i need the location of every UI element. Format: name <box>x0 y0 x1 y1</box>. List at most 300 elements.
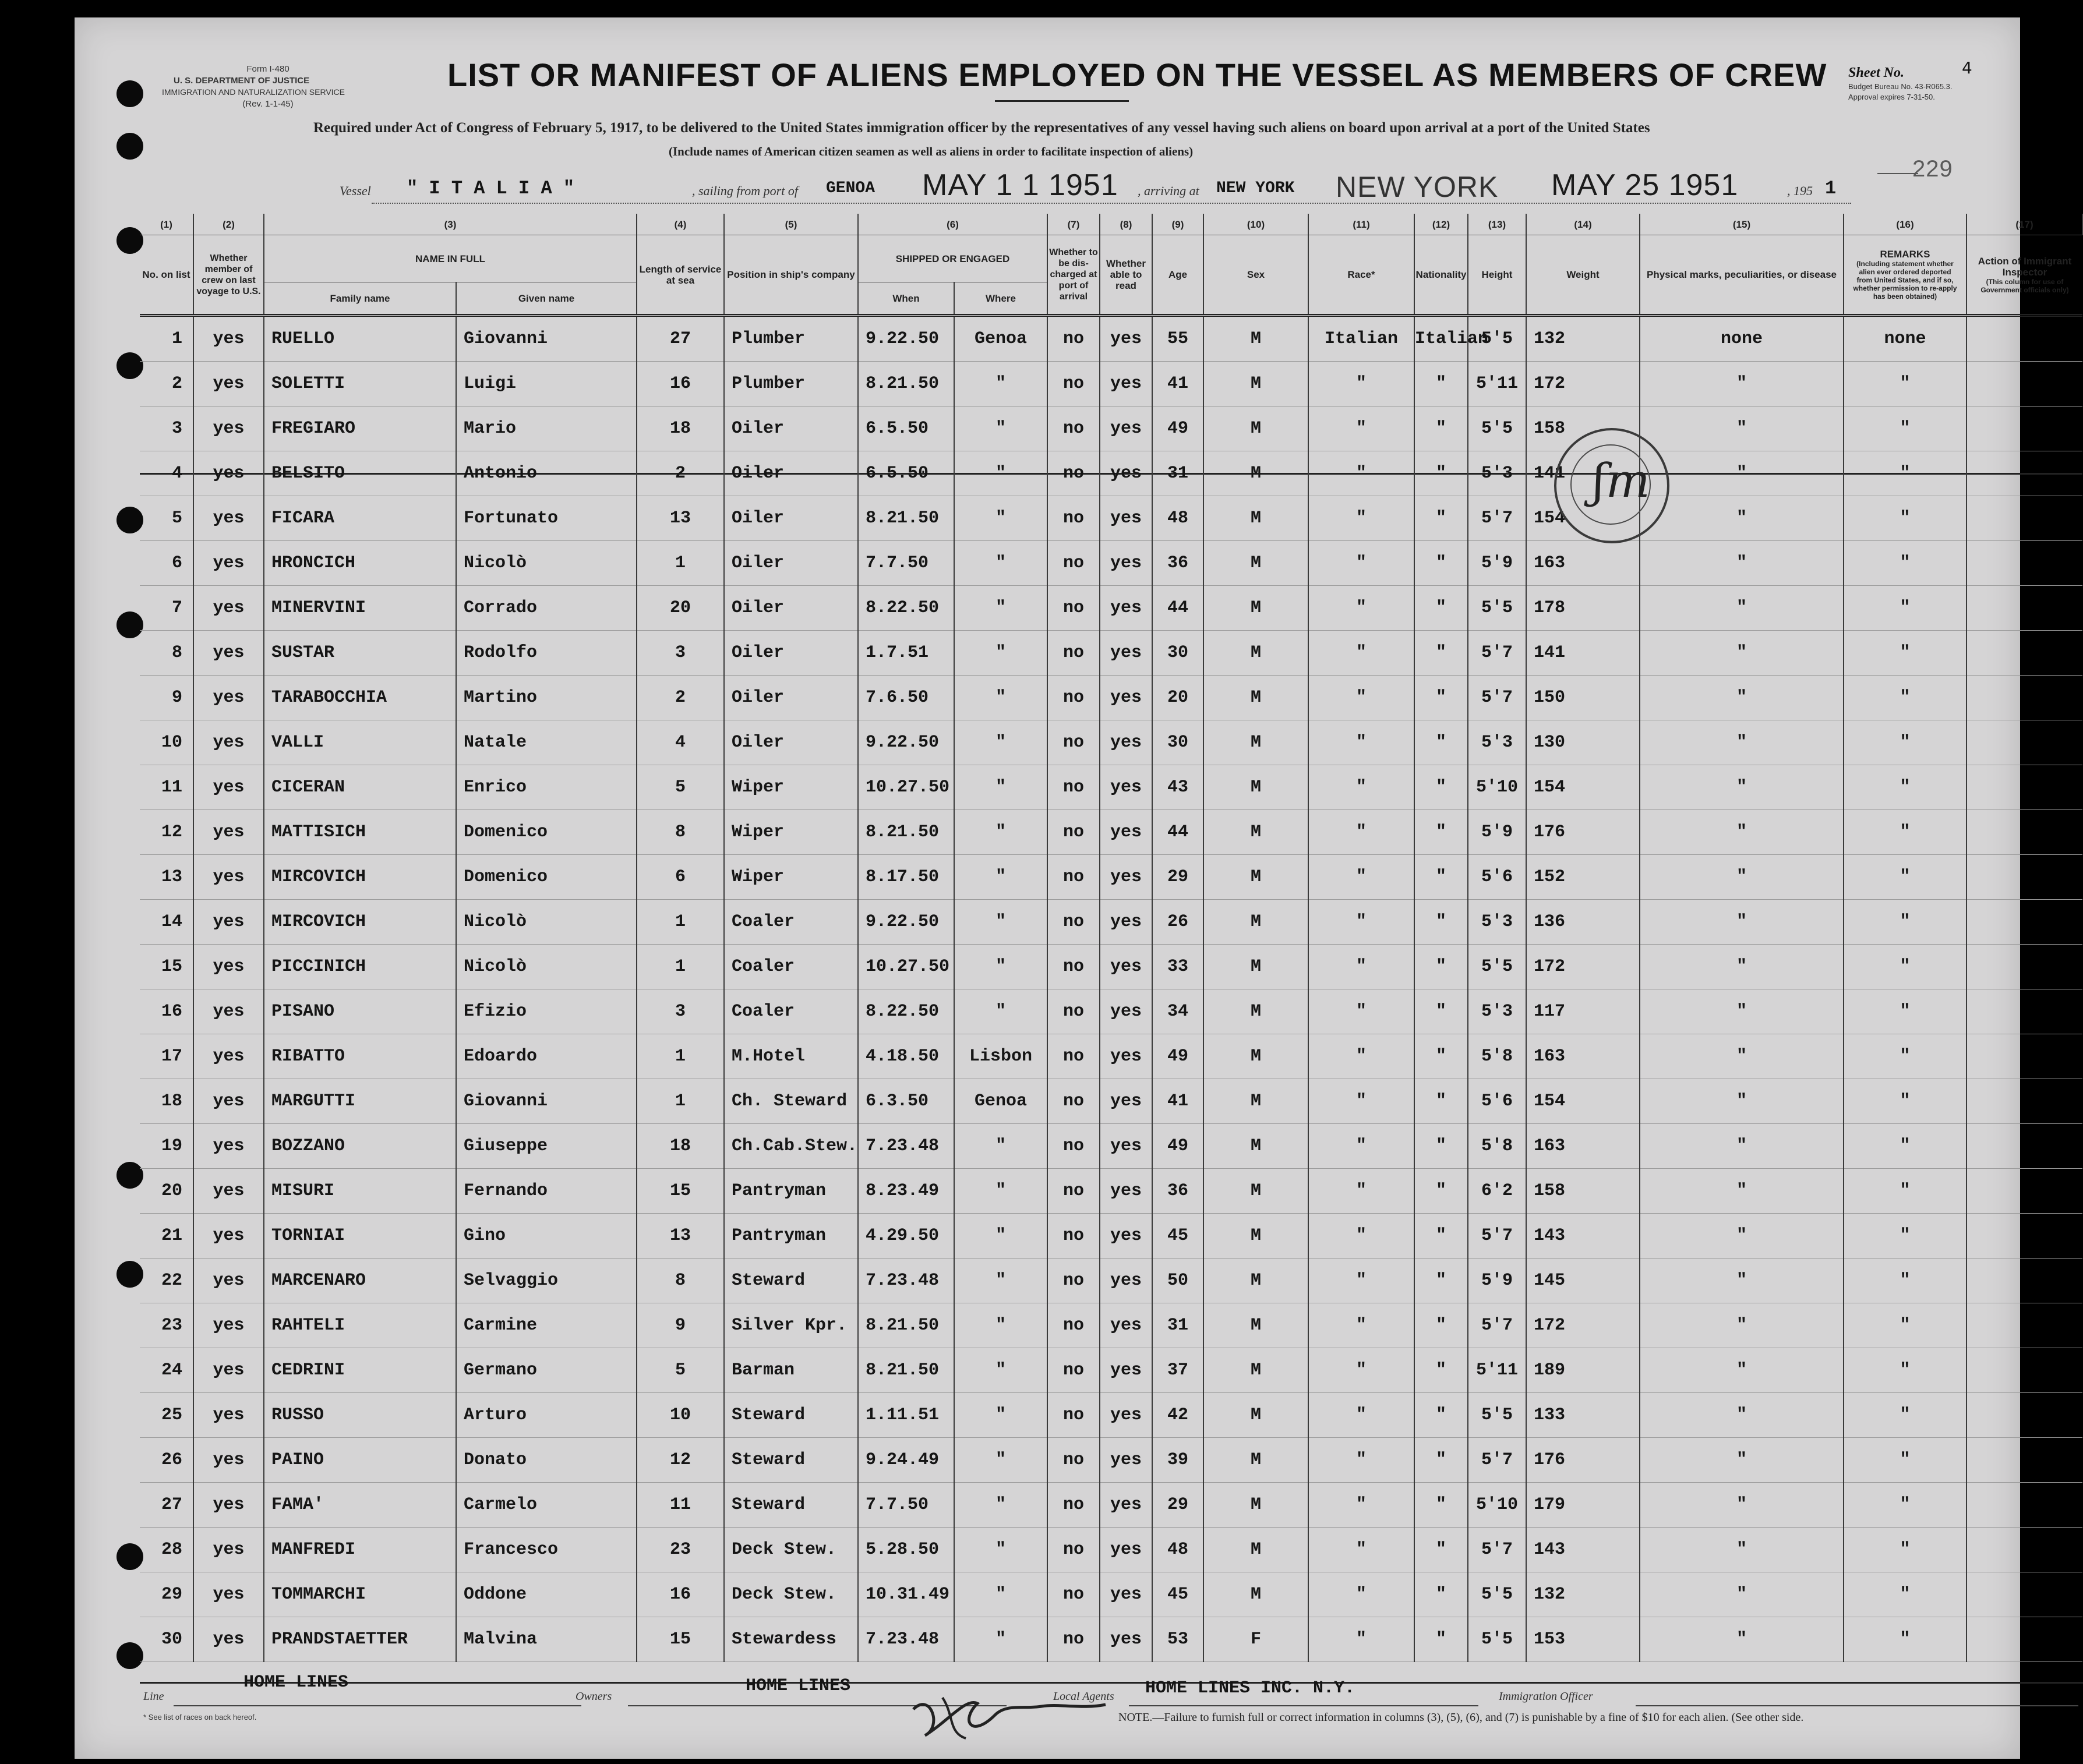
cell-no: 26 <box>140 1438 193 1483</box>
punch-hole <box>116 133 143 160</box>
cell-member: yes <box>193 1572 264 1617</box>
cell-age: 36 <box>1152 1169 1203 1214</box>
cell-physical: " <box>1640 900 1844 945</box>
cell-family: RUSSO <box>264 1393 456 1438</box>
cell-height: 5'3 <box>1468 451 1526 496</box>
cell-weight: 132 <box>1526 1572 1640 1617</box>
cell-read: yes <box>1100 945 1152 989</box>
cell-physical: " <box>1640 451 1844 496</box>
subtitle: Required under Act of Congress of February 5, 1917, to be delivered to the United States immigration officer by the representatives of any vessel having such aliens on board upon arrival at a port of the United States <box>313 120 1650 136</box>
cell-position: Oiler <box>724 720 858 765</box>
budget-bureau: Budget Bureau No. 43-R065.3. <box>1848 82 1953 91</box>
cell-remarks: " <box>1844 496 1967 541</box>
cell-no: 23 <box>140 1303 193 1348</box>
cell-no: 22 <box>140 1259 193 1303</box>
cell-physical: " <box>1640 586 1844 631</box>
cell-sex: M <box>1203 855 1308 900</box>
cell-discharged: no <box>1047 1079 1100 1124</box>
vessel-name: " I T A L I A " <box>407 178 575 199</box>
agent-signature <box>908 1686 1129 1741</box>
cell-age: 43 <box>1152 765 1203 810</box>
cell-weight: 154 <box>1526 496 1640 541</box>
cell-weight: 163 <box>1526 1124 1640 1169</box>
cell-position: Coaler <box>724 945 858 989</box>
cell-discharged: no <box>1047 1483 1100 1528</box>
cell-read: yes <box>1100 900 1152 945</box>
cell-discharged: no <box>1047 855 1100 900</box>
header-position-text: Position in ship's company <box>727 269 855 280</box>
title-rule <box>995 100 1129 102</box>
footer-owners-value: HOME LINES <box>746 1676 851 1696</box>
footer-agents-value: HOME LINES INC. N.Y. <box>1145 1678 1355 1698</box>
cell-when: 8.21.50 <box>858 810 954 855</box>
cell-race: " <box>1308 989 1414 1034</box>
cell-given: Enrico <box>456 765 637 810</box>
cell-remarks: " <box>1844 1528 1967 1572</box>
cell-age: 49 <box>1152 1034 1203 1079</box>
cell-when: 7.23.48 <box>858 1124 954 1169</box>
cell-family: MARGUTTI <box>264 1079 456 1124</box>
cell-no: 15 <box>140 945 193 989</box>
cell-where: " <box>954 496 1047 541</box>
cell-remarks: " <box>1844 541 1967 586</box>
cell-age: 49 <box>1152 406 1203 451</box>
cell-position: Wiper <box>724 810 858 855</box>
cell-height: 5'3 <box>1468 900 1526 945</box>
cell-position: Oiler <box>724 631 858 676</box>
cell-remarks: " <box>1844 1348 1967 1393</box>
cell-service: 9 <box>637 1303 724 1348</box>
cell-sex: M <box>1203 1124 1308 1169</box>
cell-age: 20 <box>1152 676 1203 720</box>
cell-where: " <box>954 1617 1047 1662</box>
cell-sex: M <box>1203 989 1308 1034</box>
cell-member: yes <box>193 900 264 945</box>
cell-race: " <box>1308 1528 1414 1572</box>
cell-when: 9.22.50 <box>858 900 954 945</box>
cell-nationality: " <box>1414 1348 1468 1393</box>
cell-action <box>1967 989 2082 1034</box>
cell-discharged: no <box>1047 1393 1100 1438</box>
cell-given: Rodolfo <box>456 631 637 676</box>
cell-position: Oiler <box>724 406 858 451</box>
cell-race: " <box>1308 631 1414 676</box>
punch-hole <box>116 80 143 107</box>
cell-discharged: no <box>1047 496 1100 541</box>
cell-age: 31 <box>1152 451 1203 496</box>
cell-position: Oiler <box>724 586 858 631</box>
cell-family: PISANO <box>264 989 456 1034</box>
cell-position: Oiler <box>724 496 858 541</box>
cell-discharged: no <box>1047 765 1100 810</box>
cell-nationality: " <box>1414 676 1468 720</box>
cell-height: 5'7 <box>1468 631 1526 676</box>
cell-race: " <box>1308 765 1414 810</box>
col-number: (10) <box>1203 214 1308 235</box>
cell-nationality: " <box>1414 989 1468 1034</box>
cell-race: " <box>1308 406 1414 451</box>
cell-physical: " <box>1640 1572 1844 1617</box>
cell-member: yes <box>193 1528 264 1572</box>
footer-rule <box>140 1682 2083 1684</box>
cell-position: Coaler <box>724 900 858 945</box>
column-number-row <box>140 214 2082 235</box>
approval-expires: Approval expires 7-31-50. <box>1848 93 1935 101</box>
cell-height: 5'7 <box>1468 1528 1526 1572</box>
col-number: (8) <box>1100 214 1152 235</box>
table-row <box>140 631 2082 676</box>
cell-member: yes <box>193 855 264 900</box>
table-row <box>140 1348 2082 1393</box>
cell-physical: " <box>1640 1303 1844 1348</box>
cell-where: " <box>954 1124 1047 1169</box>
cell-read: yes <box>1100 765 1152 810</box>
cell-when: 7.23.48 <box>858 1617 954 1662</box>
cell-sex: M <box>1203 900 1308 945</box>
cell-read: yes <box>1100 1483 1152 1528</box>
cell-height: 5'7 <box>1468 676 1526 720</box>
cell-where: " <box>954 1438 1047 1483</box>
cell-race: " <box>1308 676 1414 720</box>
cell-member: yes <box>193 989 264 1034</box>
cell-where: " <box>954 720 1047 765</box>
cell-position: Steward <box>724 1438 858 1483</box>
cell-service: 15 <box>637 1169 724 1214</box>
cell-no: 6 <box>140 541 193 586</box>
cell-no: 17 <box>140 1034 193 1079</box>
cell-height: 6'2 <box>1468 1169 1526 1214</box>
cell-given: Martino <box>456 676 637 720</box>
cell-member: yes <box>193 451 264 496</box>
cell-member: yes <box>193 496 264 541</box>
cell-no: 20 <box>140 1169 193 1214</box>
cell-remarks: " <box>1844 1393 1967 1438</box>
cell-age: 31 <box>1152 1303 1203 1348</box>
cell-service: 20 <box>637 586 724 631</box>
cell-action <box>1967 1483 2082 1528</box>
cell-service: 10 <box>637 1393 724 1438</box>
cell-remarks: " <box>1844 1214 1967 1259</box>
cell-when: 6.5.50 <box>858 406 954 451</box>
cell-member: yes <box>193 586 264 631</box>
header-sex: Sex <box>1203 235 1308 316</box>
cell-nationality: " <box>1414 1259 1468 1303</box>
footer-officer-label: Immigration Officer <box>1499 1690 1593 1703</box>
cell-physical: " <box>1640 989 1844 1034</box>
cell-member: yes <box>193 1303 264 1348</box>
cell-remarks: " <box>1844 945 1967 989</box>
cell-service: 15 <box>637 1617 724 1662</box>
cell-weight: 163 <box>1526 541 1640 586</box>
cell-height: 5'9 <box>1468 810 1526 855</box>
table-row <box>140 1214 2082 1259</box>
cell-member: yes <box>193 1214 264 1259</box>
cell-age: 41 <box>1152 1079 1203 1124</box>
cell-when: 8.22.50 <box>858 586 954 631</box>
cell-given: Domenico <box>456 810 637 855</box>
rev-date: (Rev. 1-1-45) <box>242 99 294 109</box>
cell-when: 10.27.50 <box>858 945 954 989</box>
cell-race: " <box>1308 855 1414 900</box>
cell-service: 4 <box>637 720 724 765</box>
cell-race: " <box>1308 810 1414 855</box>
cell-family: MISURI <box>264 1169 456 1214</box>
footer-line-label: Line <box>143 1690 164 1703</box>
header-action <box>1967 235 2082 316</box>
sailing-label: , sailing from port of <box>692 183 798 198</box>
header-weight: Weight <box>1526 235 1640 316</box>
cell-age: 39 <box>1152 1438 1203 1483</box>
cell-remarks: " <box>1844 631 1967 676</box>
cell-remarks: " <box>1844 451 1967 496</box>
cell-age: 49 <box>1152 1124 1203 1169</box>
cell-where: " <box>954 1169 1047 1214</box>
cell-discharged: no <box>1047 1034 1100 1079</box>
cell-member: yes <box>193 1124 264 1169</box>
table-row <box>140 1169 2082 1214</box>
cell-service: 18 <box>637 406 724 451</box>
cell-remarks: " <box>1844 1438 1967 1483</box>
cell-age: 44 <box>1152 586 1203 631</box>
cell-sex: M <box>1203 1528 1308 1572</box>
cell-physical: " <box>1640 945 1844 989</box>
header-shipped: SHIPPED OR ENGAGED <box>858 235 1047 282</box>
cell-nationality: " <box>1414 541 1468 586</box>
cell-weight: 143 <box>1526 1214 1640 1259</box>
cell-position: Stewardess <box>724 1617 858 1662</box>
cell-weight: 176 <box>1526 810 1640 855</box>
cell-read: yes <box>1100 1348 1152 1393</box>
cell-remarks: " <box>1844 362 1967 406</box>
cell-service: 18 <box>637 1124 724 1169</box>
cell-family: RUELLO <box>264 316 456 362</box>
cell-member: yes <box>193 1169 264 1214</box>
cell-member: yes <box>193 406 264 451</box>
cell-given: Nicolò <box>456 541 637 586</box>
cell-nationality: " <box>1414 362 1468 406</box>
cell-position: Ch. Steward <box>724 1079 858 1124</box>
cell-remarks: " <box>1844 765 1967 810</box>
col-number: (16) <box>1844 214 1967 235</box>
cell-age: 29 <box>1152 1483 1203 1528</box>
cell-position: Pantryman <box>724 1169 858 1214</box>
cell-no: 19 <box>140 1124 193 1169</box>
cell-read: yes <box>1100 1528 1152 1572</box>
cell-given: Giuseppe <box>456 1124 637 1169</box>
cell-family: MINERVINI <box>264 586 456 631</box>
table-row <box>140 1034 2082 1079</box>
cell-no: 29 <box>140 1572 193 1617</box>
header-whether-member <box>193 235 264 316</box>
cell-position: Ch.Cab.Stew. <box>724 1124 858 1169</box>
cell-no: 4 <box>140 451 193 496</box>
cell-age: 34 <box>1152 989 1203 1034</box>
cell-member: yes <box>193 945 264 989</box>
cell-race: " <box>1308 541 1414 586</box>
cell-where: Lisbon <box>954 1034 1047 1079</box>
cell-family: BOZZANO <box>264 1124 456 1169</box>
cell-discharged: no <box>1047 1348 1100 1393</box>
cell-where: " <box>954 855 1047 900</box>
cell-physical: " <box>1640 1528 1844 1572</box>
cell-service: 5 <box>637 1348 724 1393</box>
cell-remarks: " <box>1844 1483 1967 1528</box>
cell-height: 5'5 <box>1468 586 1526 631</box>
cell-action <box>1967 765 2082 810</box>
cell-member: yes <box>193 1079 264 1124</box>
cell-age: 30 <box>1152 631 1203 676</box>
table-row <box>140 1259 2082 1303</box>
cell-race: " <box>1308 1169 1414 1214</box>
table-row <box>140 989 2082 1034</box>
cell-family: SOLETTI <box>264 362 456 406</box>
cell-action <box>1967 631 2082 676</box>
cell-weight: 133 <box>1526 1393 1640 1438</box>
header-remarks-title: REMARKS <box>1880 249 1930 260</box>
cell-where: " <box>954 1572 1047 1617</box>
cell-member: yes <box>193 316 264 362</box>
cell-read: yes <box>1100 1303 1152 1348</box>
cell-discharged: no <box>1047 1572 1100 1617</box>
cell-family: MIRCOVICH <box>264 900 456 945</box>
header-position <box>724 235 858 316</box>
header-remarks-note: (Including statement whether alien ever ordered deported from United States, and if so, whether permission to re-apply has been obtained) <box>1853 260 1957 301</box>
cell-where: " <box>954 541 1047 586</box>
cell-remarks: " <box>1844 1124 1967 1169</box>
header-read <box>1100 235 1152 316</box>
cell-family: MANFREDI <box>264 1528 456 1572</box>
cell-action <box>1967 406 2082 451</box>
cell-member: yes <box>193 1617 264 1662</box>
cell-weight: 130 <box>1526 720 1640 765</box>
table-row <box>140 720 2082 765</box>
cell-sex: M <box>1203 1483 1308 1528</box>
cell-nationality: " <box>1414 496 1468 541</box>
cell-no: 12 <box>140 810 193 855</box>
footer-agents-label: Local Agents <box>1053 1690 1114 1703</box>
table-row <box>140 810 2082 855</box>
cell-service: 12 <box>637 1438 724 1483</box>
cell-remarks: " <box>1844 1034 1967 1079</box>
footer-line-underline <box>174 1705 581 1706</box>
cell-sex: M <box>1203 451 1308 496</box>
cell-sex: F <box>1203 1617 1308 1662</box>
cell-read: yes <box>1100 362 1152 406</box>
cell-where: " <box>954 810 1047 855</box>
vessel-label: Vessel <box>340 183 371 198</box>
cell-age: 53 <box>1152 1617 1203 1662</box>
cell-height: 5'5 <box>1468 945 1526 989</box>
cell-action <box>1967 541 2082 586</box>
vessel-line-rule <box>372 203 1851 204</box>
footer-note: NOTE.—Failure to furnish full or correct information in columns (3), (5), (6), and (7) is punishable by a fine of $10 for each alien. (See other side. <box>1118 1711 1804 1724</box>
year-label: , 195 <box>1787 183 1813 198</box>
cell-discharged: no <box>1047 1303 1100 1348</box>
cell-discharged: no <box>1047 362 1100 406</box>
cell-nationality: " <box>1414 1483 1468 1528</box>
cell-where: " <box>954 765 1047 810</box>
cell-no: 27 <box>140 1483 193 1528</box>
cell-read: yes <box>1100 1572 1152 1617</box>
table-row <box>140 1303 2082 1348</box>
agency-name: U. S. DEPARTMENT OF JUSTICE <box>174 76 310 86</box>
cell-discharged: no <box>1047 1528 1100 1572</box>
cell-remarks: " <box>1844 989 1967 1034</box>
col-number: (5) <box>724 214 858 235</box>
col-number: (13) <box>1468 214 1526 235</box>
header-physical <box>1640 235 1844 316</box>
cell-age: 41 <box>1152 362 1203 406</box>
cell-family: TARABOCCHIA <box>264 676 456 720</box>
cell-member: yes <box>193 362 264 406</box>
cell-given: Giovanni <box>456 316 637 362</box>
cell-when: 8.21.50 <box>858 362 954 406</box>
table-row <box>140 362 2082 406</box>
cell-when: 1.7.51 <box>858 631 954 676</box>
cell-position: Deck Stew. <box>724 1528 858 1572</box>
col-number: (14) <box>1526 214 1640 235</box>
cell-physical: " <box>1640 810 1844 855</box>
cell-age: 55 <box>1152 316 1203 362</box>
cell-discharged: no <box>1047 541 1100 586</box>
cell-family: TORNIAI <box>264 1214 456 1259</box>
cell-weight: 178 <box>1526 586 1640 631</box>
cell-where: " <box>954 1528 1047 1572</box>
cell-where: " <box>954 586 1047 631</box>
footer-officer-underline <box>1636 1705 2078 1706</box>
cell-family: FICARA <box>264 496 456 541</box>
cell-physical: " <box>1640 765 1844 810</box>
cell-nationality: " <box>1414 1528 1468 1572</box>
cell-no: 24 <box>140 1348 193 1393</box>
cell-sex: M <box>1203 586 1308 631</box>
cell-no: 7 <box>140 586 193 631</box>
header-when: When <box>858 282 954 316</box>
arriving-port: NEW YORK <box>1216 179 1295 197</box>
cell-given: Selvaggio <box>456 1259 637 1303</box>
cell-position: Oiler <box>724 676 858 720</box>
header-action-title: Action of Immigrant Inspector <box>1978 255 2072 278</box>
cell-sex: M <box>1203 1079 1308 1124</box>
header-family-name: Family name <box>264 282 456 316</box>
cell-discharged: no <box>1047 810 1100 855</box>
cell-race: " <box>1308 1393 1414 1438</box>
header-length-of-service <box>637 235 724 316</box>
cell-remarks: " <box>1844 676 1967 720</box>
col-number: (11) <box>1308 214 1414 235</box>
cell-age: 48 <box>1152 496 1203 541</box>
cell-service: 1 <box>637 1079 724 1124</box>
cell-sex: M <box>1203 316 1308 362</box>
cell-physical: " <box>1640 855 1844 900</box>
cell-weight: 172 <box>1526 362 1640 406</box>
cell-member: yes <box>193 1034 264 1079</box>
cell-discharged: no <box>1047 720 1100 765</box>
form-number: Form I-480 <box>246 64 289 74</box>
cell-height: 5'10 <box>1468 765 1526 810</box>
cell-given: Efizio <box>456 989 637 1034</box>
cell-remarks: " <box>1844 1303 1967 1348</box>
header-height: Height <box>1468 235 1526 316</box>
cell-nationality: " <box>1414 900 1468 945</box>
cell-race: " <box>1308 1259 1414 1303</box>
header-discharged <box>1047 235 1100 316</box>
cell-no: 13 <box>140 855 193 900</box>
cell-when: 7.6.50 <box>858 676 954 720</box>
cell-sex: M <box>1203 1572 1308 1617</box>
cell-service: 1 <box>637 1034 724 1079</box>
cell-action <box>1967 945 2082 989</box>
